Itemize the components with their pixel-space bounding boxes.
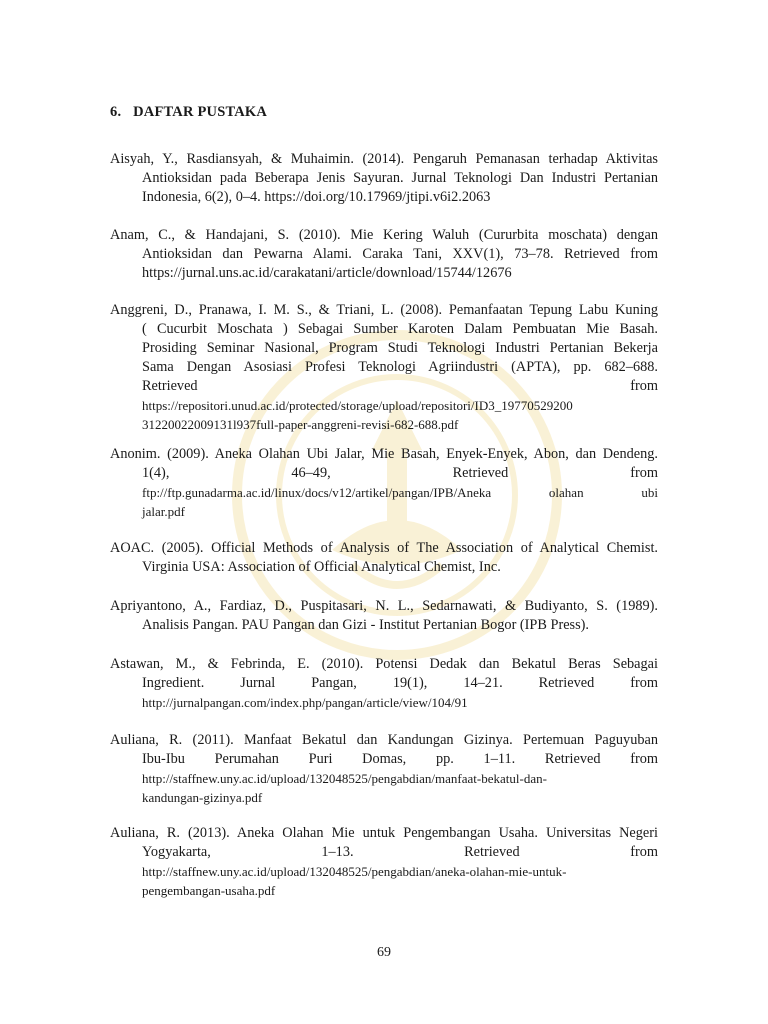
reference-entry	[110, 731, 658, 807]
reference-line: jalar.pdf	[142, 504, 185, 519]
reference-line: Anggreni, D., Pranawa, I. M. S., & Triani, L. (2008). Pemanfaatan Tepung Labu Kuning	[110, 302, 658, 318]
reference-line: Sama Dengan Asosiasi Profesi Teknologi Agriindustri (APTA), pp. 682–688.	[142, 359, 658, 375]
reference-line: ( Cucurbit Moschata ) Sebagai Sumber Karoten Dalam Pembuatan Mie Basah.	[142, 321, 658, 337]
reference-line: 31220022009131l937full-paper-anggreni-revisi-682-688.pdf	[142, 417, 459, 432]
reference-line: AOAC. (2005). Official Methods of Analysis of The Association of Analytical Chemist.	[110, 540, 658, 556]
reference-line: http://staffnew.uny.ac.id/upload/132048525/pengabdian/manfaat-bekatul-dan-	[142, 771, 547, 786]
reference-line: ftp://ftp.gunadarma.ac.id/linux/docs/v12/artikel/pangan/IPB/Aneka olahan ubi	[142, 485, 658, 500]
reference-line: Ingredient. Jurnal Pangan, 19(1), 14–21. Retrieved from	[142, 675, 658, 691]
reference-line: Auliana, R. (2013). Aneka Olahan Mie untuk Pengembangan Usaha. Universitas Negeri	[110, 825, 658, 841]
reference-entry	[110, 597, 658, 635]
reference-line: Virginia USA: Association of Official Analytical Chemist, Inc.	[142, 559, 501, 575]
section-title: DAFTAR PUSTAKA	[133, 104, 268, 120]
reference-line: Antioksidan dan Pewarna Alami. Caraka Tani, XXV(1), 73–78. Retrieved from	[142, 246, 658, 262]
reference-entry	[110, 226, 658, 283]
reference-line: Anonim. (2009). Aneka Olahan Ubi Jalar, Mie Basah, Enyek-Enyek, Abon, dan Dendeng.	[110, 446, 658, 462]
reference-line: Anam, C., & Handajani, S. (2010). Mie Kering Waluh (Cururbita moschata) dengan	[110, 227, 658, 243]
reference-line: Astawan, M., & Febrinda, E. (2010). Potensi Dedak dan Bekatul Beras Sebagai	[110, 656, 658, 672]
reference-entry	[110, 150, 658, 207]
reference-line: Yogyakarta, 1–13. Retrieved from	[142, 844, 658, 860]
section-number: 6.	[110, 104, 122, 120]
reference-entry	[110, 301, 658, 434]
reference-line: Analisis Pangan. PAU Pangan dan Gizi - Institut Pertanian Bogor (IPB Press).	[142, 617, 590, 633]
reference-line: pengembangan-usaha.pdf	[142, 883, 276, 898]
reference-line: Auliana, R. (2011). Manfaat Bekatul dan Kandungan Gizinya. Pertemuan Paguyuban	[110, 732, 658, 748]
reference-line: Prosiding Seminar Nasional, Program Studi Teknologi Industri Pertanian Bekerja	[142, 340, 658, 356]
reference-line: Ibu-Ibu Perumahan Puri Domas, pp. 1–11. Retrieved from	[142, 751, 658, 767]
reference-line: 1(4), 46–49, Retrieved from	[142, 465, 658, 481]
reference-line: Retrieved from	[142, 378, 658, 394]
reference-entry	[110, 824, 658, 900]
reference-line: kandungan-gizinya.pdf	[142, 790, 263, 805]
reference-entry	[110, 539, 658, 577]
reference-line: https://jurnal.uns.ac.id/carakatani/article/download/15744/12676	[142, 265, 512, 281]
reference-line: http://staffnew.uny.ac.id/upload/132048525/pengabdian/aneka-olahan-mie-untuk-	[142, 864, 567, 879]
reference-line: https://repositori.unud.ac.id/protected/storage/upload/repositori/ID3_19770529200	[142, 398, 573, 413]
reference-entry	[110, 655, 658, 712]
reference-line: http://jurnalpangan.com/index.php/pangan/article/view/104/91	[142, 695, 468, 710]
section-heading	[110, 104, 267, 121]
reference-line: Apriyantono, A., Fardiaz, D., Puspitasari, N. L., Sedarnawati, & Budiyanto, S. (1989).	[110, 598, 658, 614]
reference-entry	[110, 445, 658, 521]
page-number: 69	[377, 945, 391, 960]
reference-line: Aisyah, Y., Rasdiansyah, & Muhaimin. (2014). Pengaruh Pemanasan terhadap Aktivitas	[110, 151, 658, 167]
reference-line: Antioksidan pada Beberapa Jenis Sayuran. Jurnal Teknologi Dan Industri Pertanian	[142, 170, 658, 186]
reference-line: Indonesia, 6(2), 0–4. https://doi.org/10.17969/jtipi.v6i2.2063	[142, 189, 491, 205]
